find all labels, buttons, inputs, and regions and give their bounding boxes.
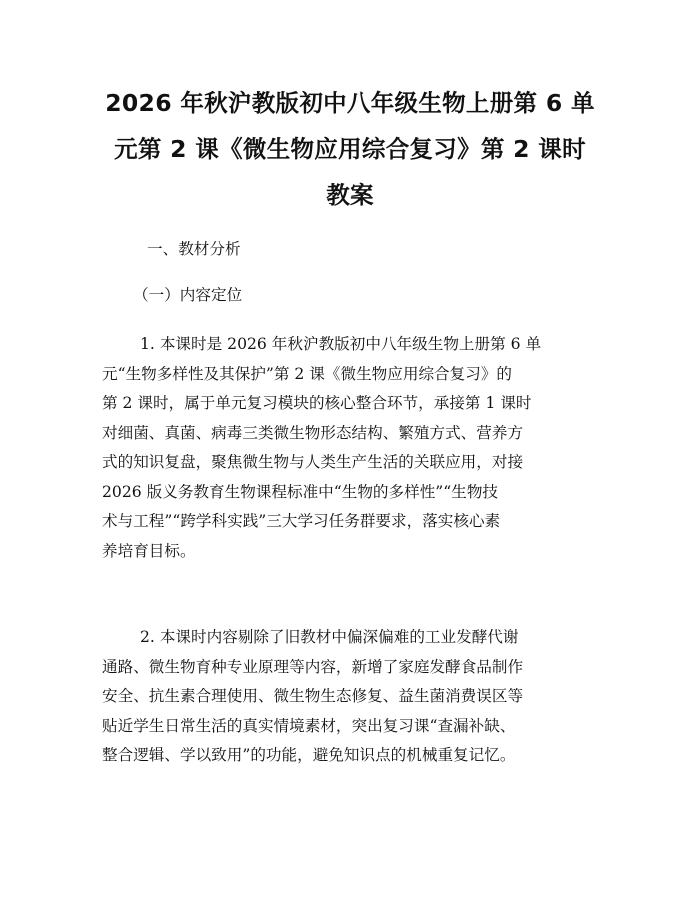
paragraph-line: 对细菌、真菌、病毒三类微生物形态结构、繁殖方式、营养方	[102, 423, 524, 442]
title-line: 元第 2 课《微生物应用综合复习》第 2 课时	[114, 135, 586, 163]
paragraph-line: 第 2 课时，属于单元复习模块的核心整合环节，承接第 1 课时	[102, 394, 532, 412]
paragraph-2	[102, 623, 600, 771]
paragraph-line: 1. 本课时是 2026 年秋沪教版初中八年级生物上册第 6 单	[140, 335, 542, 353]
paragraph-line: 养培育目标。	[102, 541, 196, 560]
title-line: 教案	[326, 181, 374, 209]
paragraph-line: 整合逻辑、学以致用”的功能，避免知识点的机械重复记忆。	[102, 746, 516, 764]
paragraph-line: 式的知识复盘，聚焦微生物与人类生产生活的关联应用，对接	[102, 453, 524, 471]
document-title	[100, 80, 600, 218]
paragraph-1	[102, 330, 600, 566]
section-heading: 一、教材分析	[147, 240, 241, 258]
title-line: 2026 年秋沪教版初中八年级生物上册第 6 单	[105, 89, 595, 117]
subsection-heading: （一）内容定位	[133, 286, 243, 304]
paragraph-line: 通路、微生物育种专业原理等内容，新增了家庭发酵食品制作	[102, 657, 524, 676]
paragraph-line: 贴近学生日常生活的真实情境素材，突出复习课“查漏补缺、	[102, 716, 516, 735]
paragraph-line: 2. 本课时内容剔除了旧教材中偏深偏难的工业发酵代谢	[140, 628, 519, 646]
paragraph-line: 2026 版义务教育生物课程标准中“生物的多样性”“生物技	[102, 482, 499, 501]
paragraph-line: 术与工程”“跨学科实践”三大学习任务群要求，落实核心素	[102, 512, 501, 530]
paragraph-line: 安全、抗生素合理使用、微生物生态修复、益生菌消费误区等	[102, 687, 524, 705]
paragraph-line: 元“生物多样性及其保护”第 2 课《微生物应用综合复习》的	[102, 364, 513, 383]
